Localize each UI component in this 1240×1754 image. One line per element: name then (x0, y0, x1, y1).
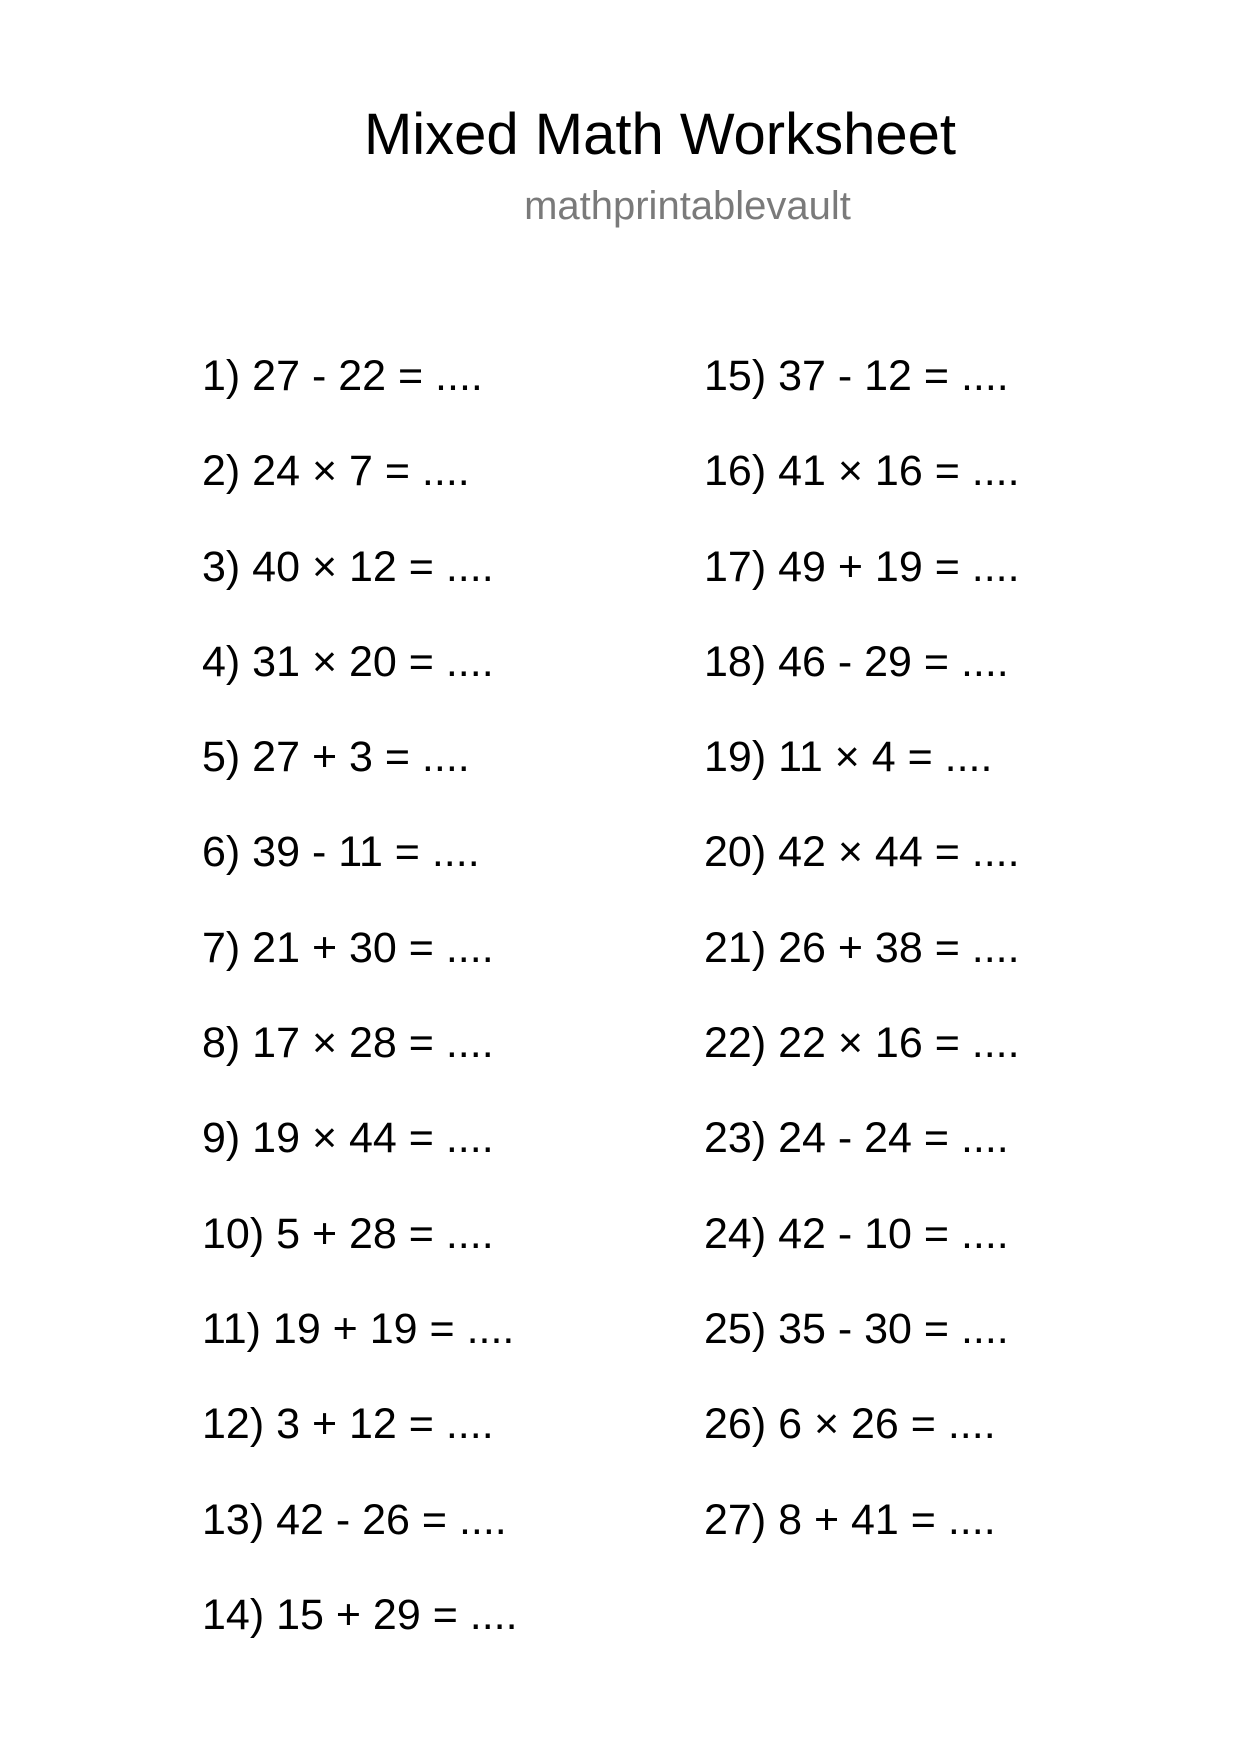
problem-19: 19) 11 × 4 = .... (704, 733, 993, 782)
problem-23: 23) 24 - 24 = .... (704, 1114, 1009, 1163)
problem-26: 26) 6 × 26 = .... (704, 1400, 996, 1449)
problem-8: 8) 17 × 28 = .... (202, 1019, 494, 1068)
problem-25: 25) 35 - 30 = .... (704, 1304, 1009, 1353)
problem-27: 27) 8 + 41 = .... (704, 1495, 996, 1544)
problem-12: 12) 3 + 12 = .... (202, 1400, 494, 1449)
problem-22: 22) 22 × 16 = .... (704, 1019, 1020, 1068)
problem-21: 21) 26 + 38 = .... (704, 923, 1020, 972)
problem-24: 24) 42 - 10 = .... (704, 1209, 1009, 1258)
problem-11: 11) 19 + 19 = .... (202, 1304, 515, 1353)
problem-2: 2) 24 × 7 = .... (202, 447, 470, 496)
page-title: Mixed Math Worksheet (363, 102, 957, 167)
problem-10: 10) 5 + 28 = .... (202, 1209, 494, 1258)
problem-9: 9) 19 × 44 = .... (202, 1114, 494, 1163)
problem-15: 15) 37 - 12 = .... (704, 352, 1009, 400)
problem-20: 20) 42 × 44 = .... (704, 828, 1020, 877)
problem-18: 18) 46 - 29 = .... (704, 637, 1009, 686)
problem-column-left (202, 350, 518, 1684)
problem-column-right (704, 350, 1020, 1589)
problem-6: 6) 39 - 11 = .... (202, 828, 480, 877)
problem-4: 4) 31 × 20 = .... (202, 637, 494, 686)
page-subtitle: mathprintablevault (524, 184, 851, 228)
problem-1: 1) 27 - 22 = .... (202, 352, 483, 400)
problem-5: 5) 27 + 3 = .... (202, 733, 470, 782)
problem-7: 7) 21 + 30 = .... (202, 923, 494, 972)
problem-16: 16) 41 × 16 = .... (704, 447, 1020, 496)
problem-14: 14) 15 + 29 = .... (202, 1590, 518, 1639)
problem-17: 17) 49 + 19 = .... (704, 542, 1020, 591)
problem-3: 3) 40 × 12 = .... (202, 542, 494, 591)
problem-13: 13) 42 - 26 = .... (202, 1495, 507, 1544)
